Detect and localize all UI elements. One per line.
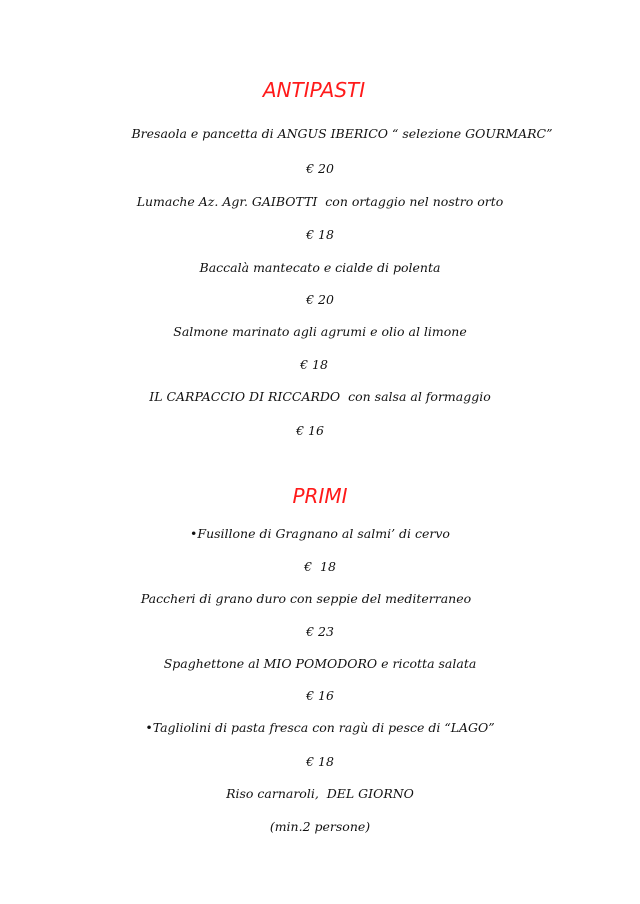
- menu-item-note: (min.2 persone): [269, 819, 371, 834]
- menu-item-name: Bresaola e pancetta di ANGUS IBERICO “ selezione GOURMARC”: [131, 126, 553, 141]
- menu-item-price: € 18: [304, 559, 336, 574]
- menu-item-price: € 23: [306, 624, 334, 639]
- menu-item-price: € 18: [306, 754, 334, 769]
- menu-item-name: Spaghettone al MIO POMODORO e ricotta salata: [163, 656, 477, 671]
- menu-item-name: Baccalà mantecato e cialde di polenta: [199, 260, 441, 275]
- primi-heading: PRIMI: [292, 484, 348, 508]
- menu-item-name: Riso carnaroli, DEL GIORNO: [226, 786, 414, 801]
- menu-item-price: € 16: [296, 423, 324, 438]
- menu-item-name: •Fusillone di Gragnano al salmi’ di cervo: [190, 526, 450, 541]
- menu-item-name: Lumache Az. Agr. GAIBOTTI con ortaggio nel nostro orto: [136, 194, 504, 209]
- antipasti-heading: ANTIPASTI: [262, 78, 366, 102]
- menu-item-price: € 20: [306, 292, 334, 307]
- menu-item-name: Paccheri di grano duro con seppie del mediterraneo: [140, 591, 472, 606]
- menu-item-price: € 18: [300, 357, 328, 372]
- menu-item-price: € 20: [306, 161, 334, 176]
- menu-item-name: •Tagliolini di pasta fresca con ragù di pesce di “LAGO”: [145, 720, 495, 735]
- menu-item-price: € 16: [306, 688, 334, 703]
- menu-item-name: Salmone marinato agli agrumi e olio al limone: [173, 324, 467, 339]
- menu-item-name: IL CARPACCIO DI RICCARDO con salsa al formaggio: [149, 389, 491, 404]
- menu-item-price: € 18: [306, 227, 334, 242]
